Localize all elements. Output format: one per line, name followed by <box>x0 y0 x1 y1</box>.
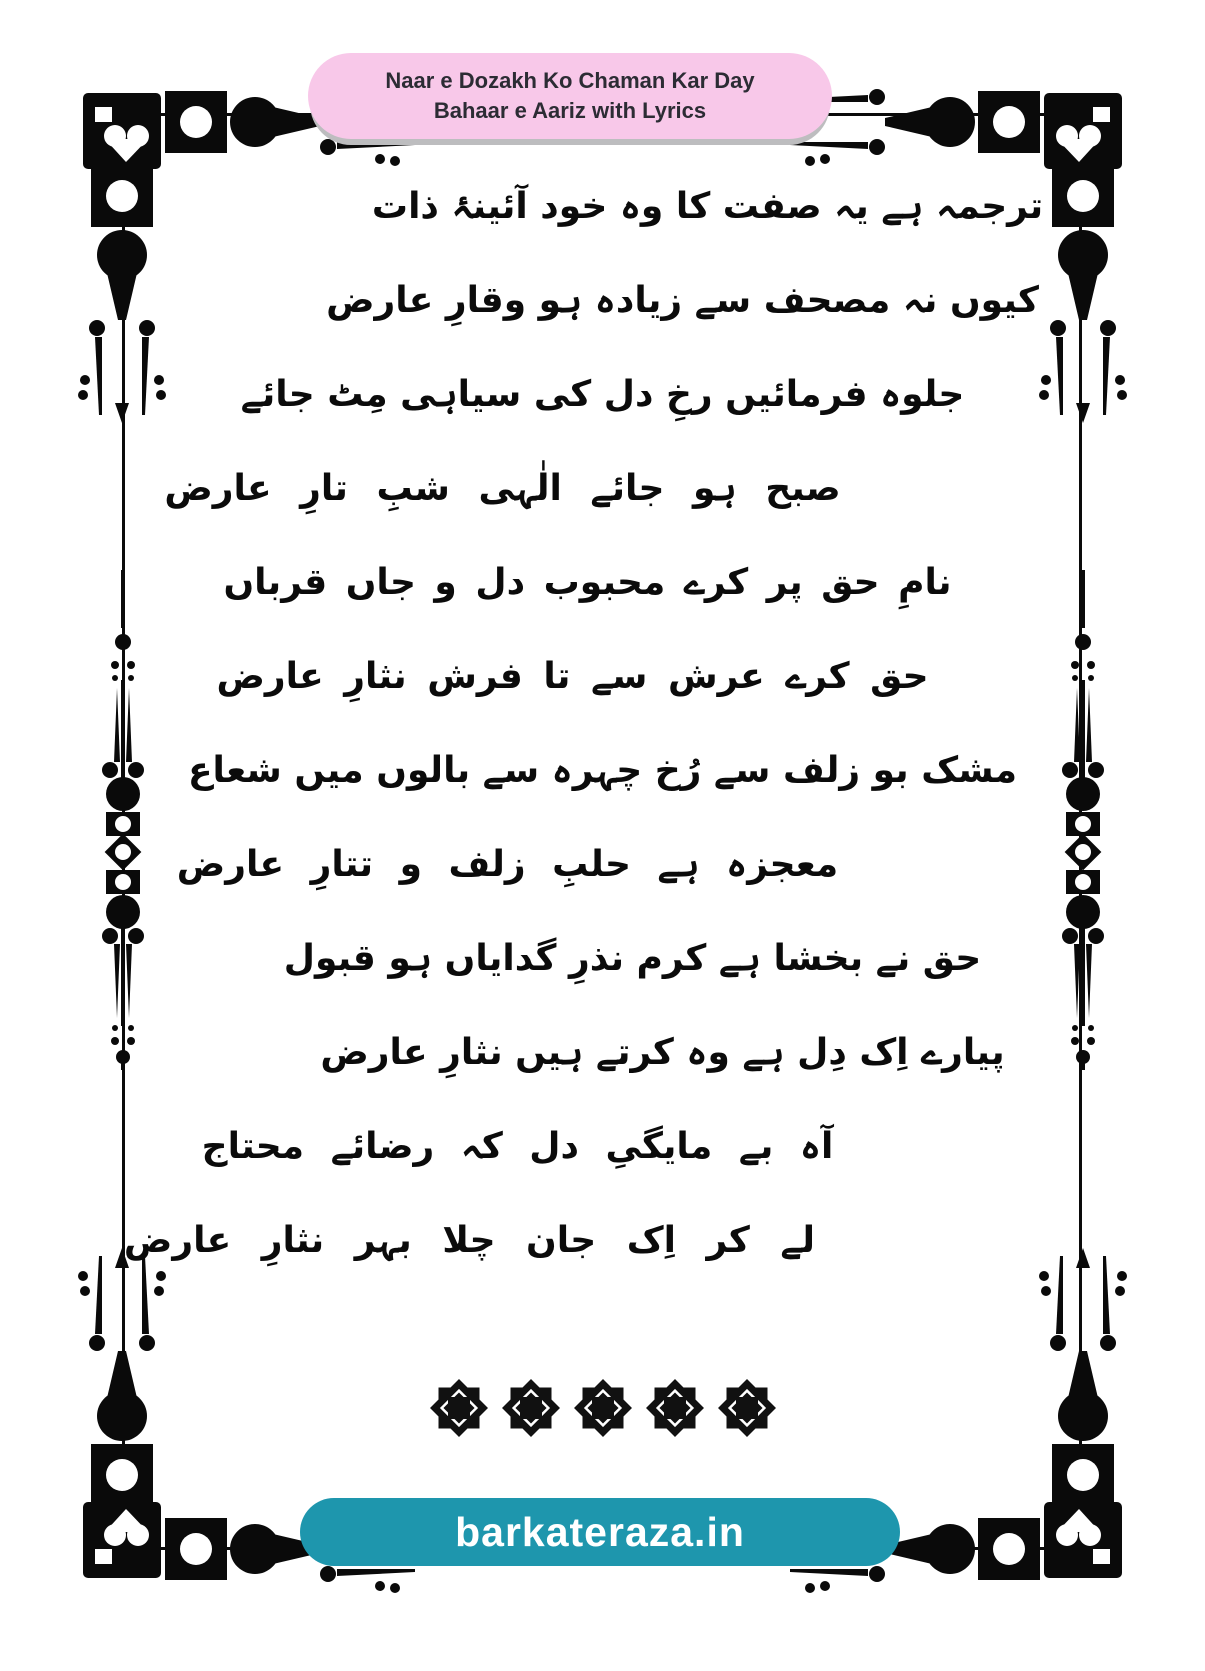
poem-line: صبح ہو جائے الٰہی شبِ تارِ عارض <box>164 468 841 509</box>
site-name: barkateraza.in <box>455 1508 745 1555</box>
eight-point-star-icon <box>643 1376 707 1440</box>
page-title: Naar e Dozakh Ko Chaman Kar Day Bahaar e Aariz with Lyrics <box>385 68 755 123</box>
eight-point-star-icon <box>715 1376 779 1440</box>
poem-line: ترجمہ ہے یہ صفت کا وہ خود آئینۂ ذات <box>371 186 1044 227</box>
star-ornament-row <box>0 1376 1205 1440</box>
site-banner <box>300 1498 900 1566</box>
eight-point-star-icon <box>427 1376 491 1440</box>
poem-line: حق کرے عرش سے تا فرش نثارِ عارض <box>216 656 929 697</box>
eight-point-star-icon <box>499 1376 563 1440</box>
poem-line: حق نے بخشا ہے کرم نذرِ گدایاں ہو قبول <box>283 938 982 979</box>
poem-line: معجزہ ہے حلبِ زلف و تتارِ عارض <box>176 844 839 885</box>
poem-line: پیارے اِک دِل ہے وہ کرتے ہیں نثارِ عارض <box>320 1032 1005 1073</box>
poem-line: آہ بے مایگیِ دل کہ رضائے محتاج <box>201 1126 834 1167</box>
poem-body <box>123 160 1065 1288</box>
poem-line: لے کر اِک جان چلا بہر نثارِ عارض <box>123 1220 815 1261</box>
poem-line: جلوہ فرمائیں رخِ دل کی سیاہی مِٹ جائے <box>240 374 965 415</box>
poem-line: کیوں نہ مصحف سے زیادہ ہو وقارِ عارض <box>326 280 1039 321</box>
poem-line: مشک بو زلف سے رُخ چہرہ سے بالوں میں شعاع <box>187 750 1018 791</box>
eight-point-star-icon <box>571 1376 635 1440</box>
poem-line: نامِ حق پر کرے محبوب دل و جاں قرباں <box>223 562 952 603</box>
title-badge <box>308 53 832 139</box>
